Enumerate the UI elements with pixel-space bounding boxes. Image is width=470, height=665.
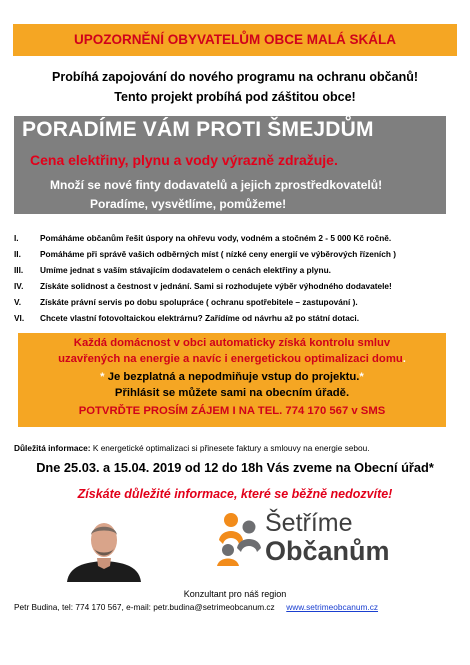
person-photo-icon <box>63 516 145 582</box>
top-banner <box>13 24 457 56</box>
contact-details: Petr Budina, tel: 774 170 567, e-mail: petr.budina@setrimeobcanum.cz <box>14 602 275 612</box>
list-number: I. <box>14 233 19 243</box>
contact-line <box>14 602 378 612</box>
info-text: K energetické optimalizaci si přinesete faktury a smlouvy na energie sebou. <box>90 443 370 453</box>
offer-line-4: Přihlásit se můžete sami na obecním úřadě. <box>114 387 350 399</box>
banner-text: UPOZORNĚNÍ OBYVATELŮM OBCE MALÁ SKÁLA <box>74 32 396 47</box>
list-item <box>14 265 464 281</box>
list-number: II. <box>14 249 21 259</box>
offer-line-2-text: uzavřených na energie a navíc i energetickou optimalizaci domu <box>58 353 403 365</box>
offer-phone-line: POTVRĎTE PROSÍM ZÁJEM I NA TEL. 774 170 567 v SMS <box>78 405 386 417</box>
list-number: V. <box>14 297 22 307</box>
list-text: Umíme jednat s vaším stávajícím dodavatelem o cenách elektřiny a plynu. <box>40 265 331 275</box>
list-number: VI. <box>14 313 25 323</box>
call-to-action: Získáte důležité informace, které se běžně nedozvíte! <box>77 487 393 501</box>
list-text: Získáte solidnost a čestnost v jednání. Sami si rozhodujete výběr výhodného dodavatele! <box>40 281 392 291</box>
list-number: IV. <box>14 281 24 291</box>
offer-line-1: Každá domácnost v obci automaticky získá kontrolu smluv <box>73 337 391 349</box>
website-link[interactable]: www.setrimeobcanum.cz <box>286 602 379 612</box>
offer-line-2-dot: . <box>402 353 406 365</box>
event-dates: Dne 25.03. a 15.04. 2019 od 12 do 18h Vás zveme na Obecní úřad* <box>36 460 434 475</box>
services-list <box>14 233 464 329</box>
asterisk-right: * <box>359 371 364 383</box>
list-text: Pomáháme při správě vašich odběrných míst ( nízké ceny energií ve výběrových řízeních ) <box>40 249 396 259</box>
gray-box-title: PORADÍME VÁM PROTI ŠMEJDŮM <box>22 118 374 141</box>
logo-line-1: Šetříme <box>265 509 353 537</box>
offer-line-2 <box>18 353 446 365</box>
important-info <box>14 443 370 453</box>
list-item <box>14 249 464 265</box>
intro-line-2: Tento projekt probíhá pod záštitou obce! <box>114 90 356 104</box>
consultant-photo <box>63 516 145 582</box>
intro-line-1: Probíhá zapojování do nového programu na ochranu občanů! <box>52 70 418 84</box>
asterisk-left: * <box>100 371 108 383</box>
gray-box-line-1: Množí se nové finty dodavatelů a jejich zprostředkovatelů! <box>50 178 383 192</box>
list-item <box>14 281 464 297</box>
list-item <box>14 297 464 313</box>
consultant-label: Konzultant pro náš region <box>183 589 287 599</box>
info-label: Důležitá informace: <box>14 443 91 453</box>
offer-line-3-text: Je bezplatná a nepodmiňuje vstup do projektu. <box>107 371 360 383</box>
gray-box-line-2: Poradíme, vysvětlíme, pomůžeme! <box>90 197 287 211</box>
list-item <box>14 313 464 329</box>
offer-line-3 <box>18 371 446 383</box>
logo-line-2: Občanům <box>265 536 390 566</box>
list-item <box>14 233 464 249</box>
setrime-logo-text <box>265 510 390 566</box>
list-text: Pomáháme občanům řešit úspory na ohřevu vody, vodném a stočném 2 - 5 000 Kč ročně. <box>40 233 392 243</box>
list-text: Chcete vlastní fotovoltaickou elektrárnu? Zařídíme od návrhu až po státní dotaci. <box>40 313 360 323</box>
list-number: III. <box>14 265 24 275</box>
setrime-logo-icon <box>215 510 267 566</box>
list-text: Získáte právní servis po dobu spolupráce ( ochranu spotřebitele – zastupování ). <box>40 297 358 307</box>
gray-box-red-line: Cena elektřiny, plynu a vody výrazně zdražuje. <box>30 152 338 168</box>
